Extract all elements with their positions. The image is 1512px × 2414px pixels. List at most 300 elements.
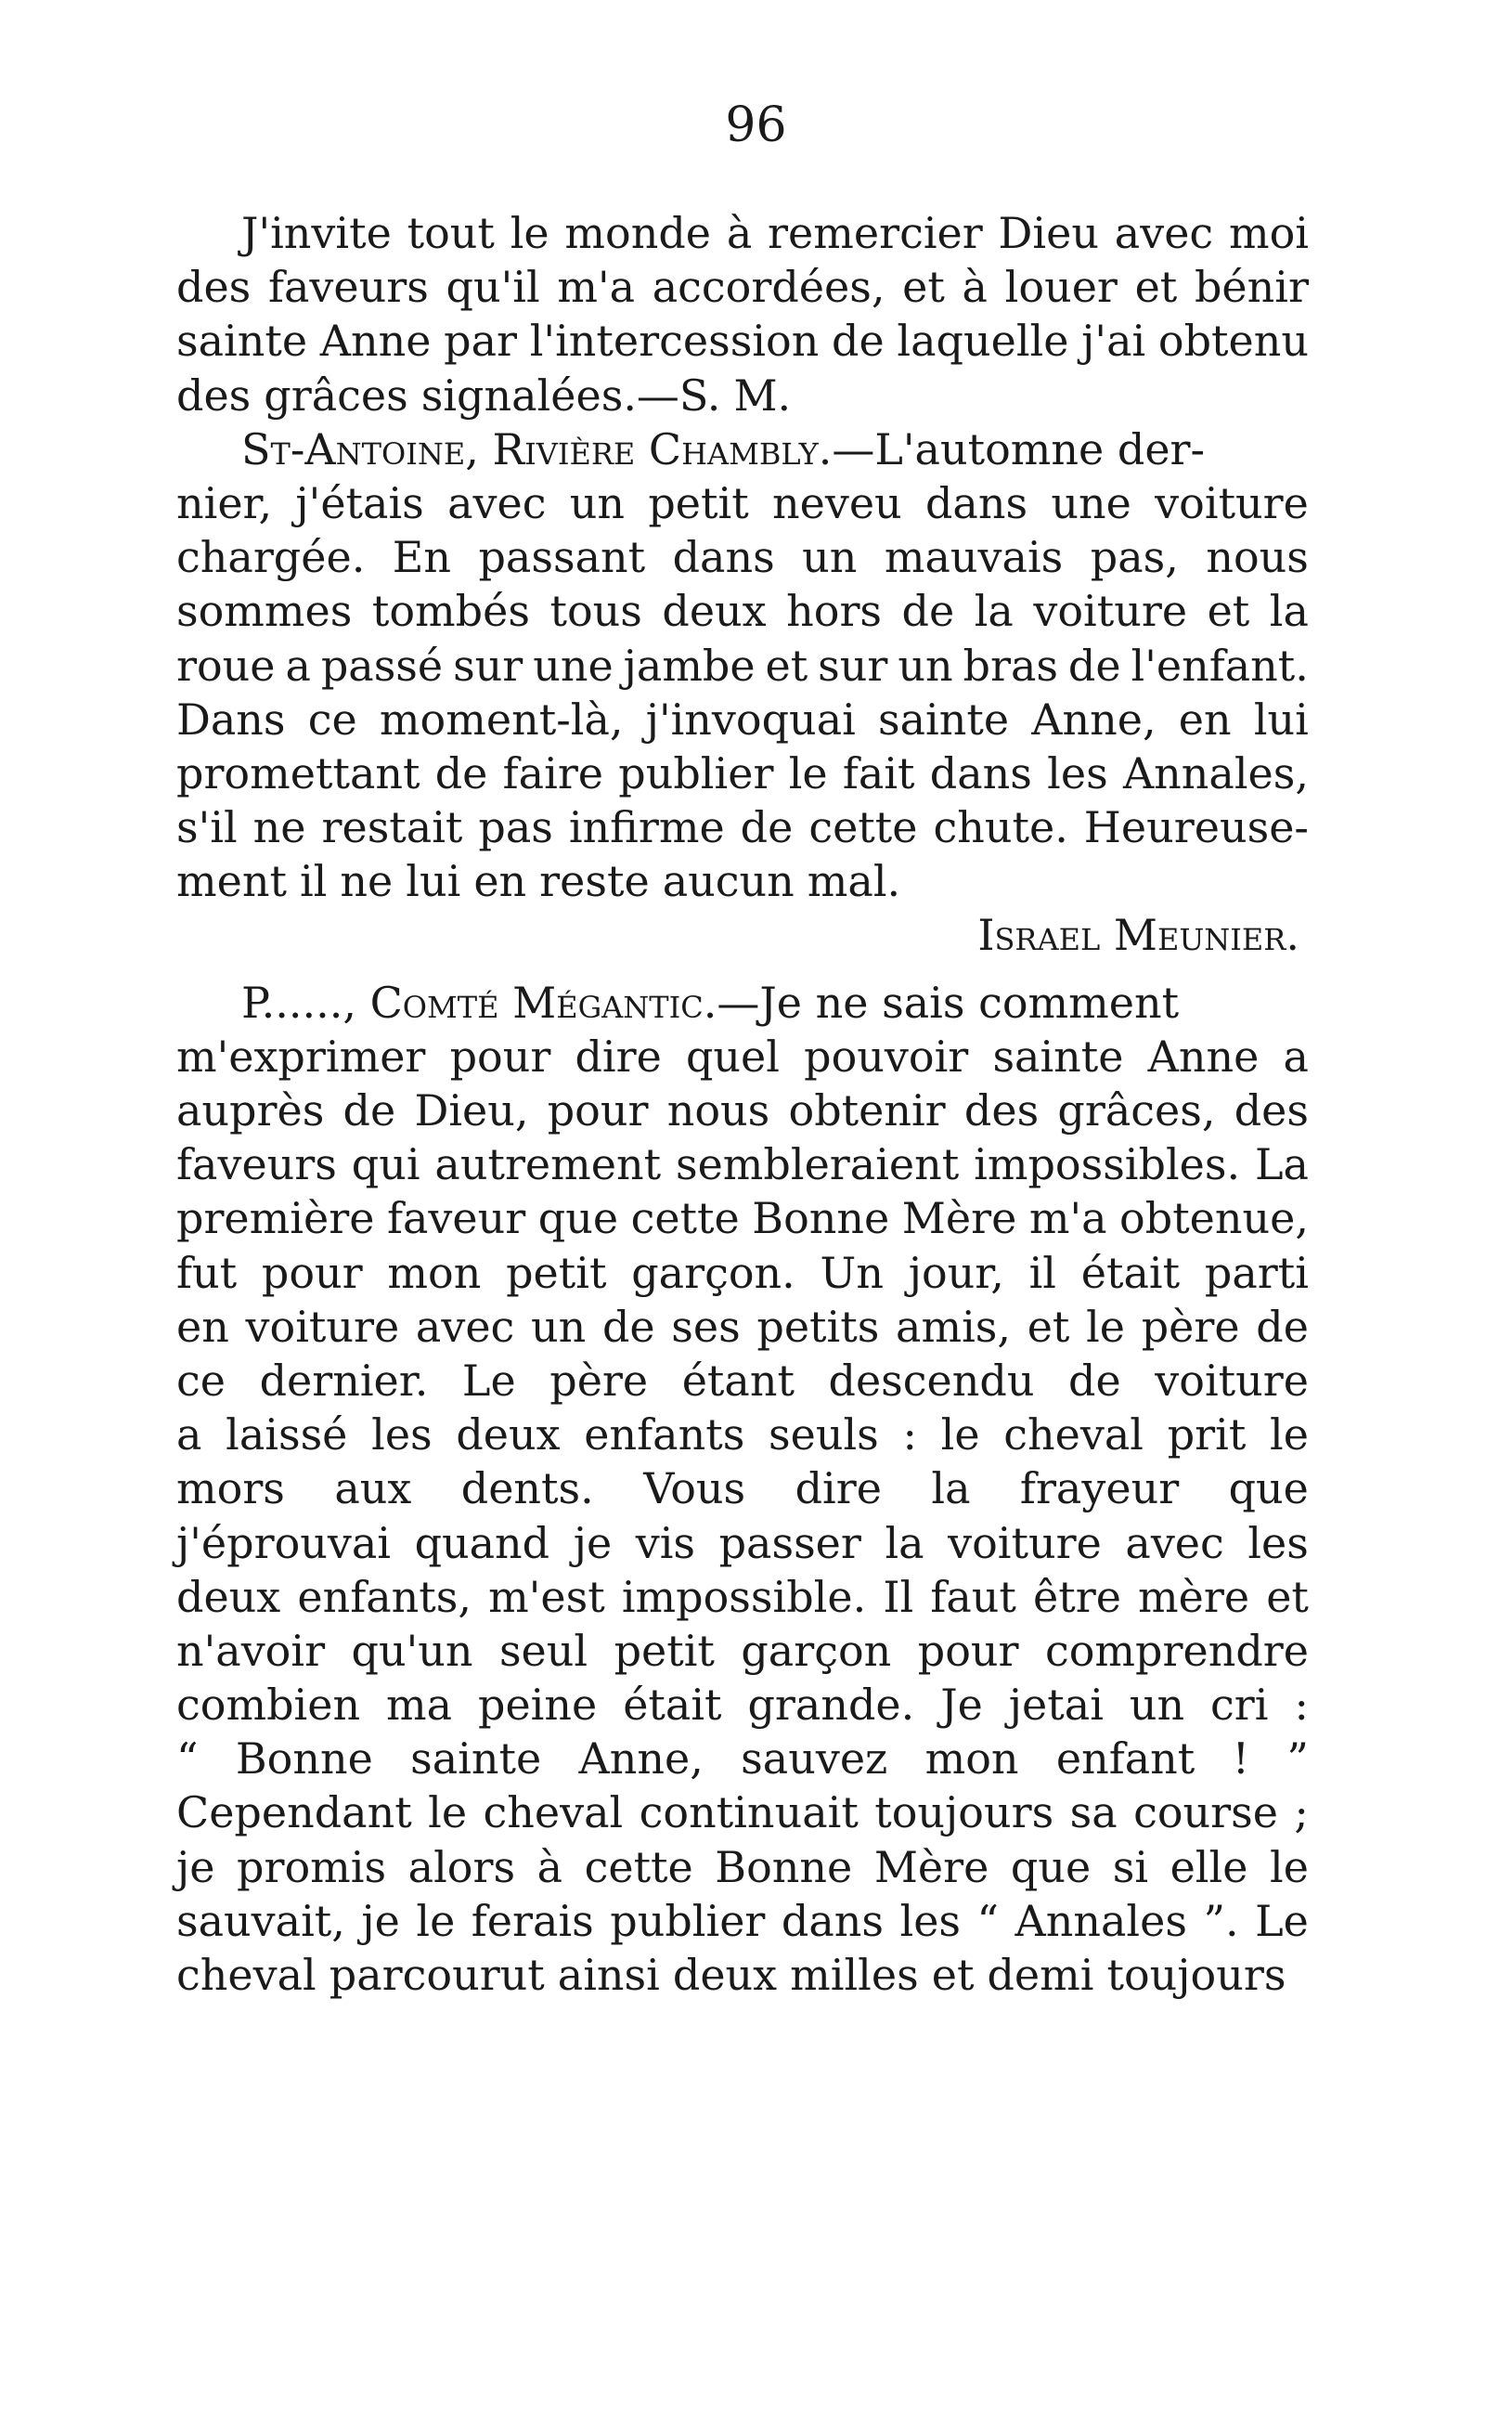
word: ” (1286, 1733, 1309, 1785)
word: louer (1004, 262, 1118, 313)
word: monde (564, 208, 712, 258)
text-line (176, 1354, 1309, 1408)
word: obtenu (1157, 316, 1309, 367)
word: moi (1228, 208, 1309, 258)
word: faveurs (176, 1139, 337, 1190)
word: descendu (828, 1355, 1035, 1406)
word: deux (672, 1950, 778, 2000)
word: nous (666, 1085, 770, 1136)
text-line (176, 1624, 1309, 1678)
word: : (902, 1409, 917, 1460)
word: laissé (226, 1409, 348, 1460)
word: Il (883, 1571, 914, 1622)
word: lui (406, 856, 461, 907)
word: Je (940, 1680, 983, 1731)
word: des (176, 262, 252, 313)
word: un (898, 640, 953, 691)
word: : (1294, 1680, 1309, 1731)
word: petit (648, 477, 749, 528)
word: dans (781, 1895, 884, 1946)
word: de (740, 802, 794, 853)
word: dernier. (259, 1355, 429, 1406)
word: dans (924, 477, 1028, 528)
word: pas, (1090, 532, 1179, 583)
word: voiture (1155, 1355, 1309, 1406)
word: autrement (434, 1139, 662, 1190)
word: cette (630, 1193, 740, 1244)
word: en (176, 1301, 229, 1352)
word: Dieu, (414, 1085, 529, 1136)
word: deux (456, 1409, 561, 1460)
word: ses (671, 1301, 741, 1352)
word: la (974, 586, 1014, 637)
text-line (176, 1084, 1309, 1137)
word: dents. (460, 1463, 594, 1514)
word: ma (386, 1680, 453, 1731)
word: enfants (584, 1409, 745, 1460)
word: voiture (1155, 477, 1309, 528)
word: course (1133, 1787, 1278, 1838)
word: et (931, 1950, 975, 2000)
word: la (1269, 586, 1309, 637)
word: mon (387, 1247, 482, 1298)
word: la (885, 1517, 924, 1568)
word: cheval (1003, 1409, 1144, 1460)
word: a (285, 640, 311, 691)
word: qu'il (446, 262, 540, 313)
word: seul (498, 1625, 588, 1676)
word: mon (924, 1733, 1019, 1785)
word: J'invite (241, 208, 392, 258)
text-line (176, 854, 1309, 908)
text-line (176, 976, 1309, 1030)
word: je (361, 1895, 400, 1946)
word: pouvoir (804, 1031, 969, 1082)
word: le (1270, 1409, 1309, 1460)
word: obtenue, (1119, 1193, 1309, 1244)
word: à (962, 262, 988, 313)
word: de (901, 586, 955, 637)
word: nous (1206, 532, 1309, 583)
text-line (176, 1785, 1309, 1839)
word: avec (447, 477, 547, 528)
word: prit (1167, 1409, 1247, 1460)
word: cheval (176, 1950, 317, 2000)
word: Anne (319, 316, 432, 367)
word: être (1033, 1571, 1121, 1622)
word: chute. (933, 802, 1068, 853)
word: passant (478, 532, 646, 583)
word: avec (415, 1301, 515, 1352)
word: chargée. (176, 532, 366, 583)
word: voiture (245, 1301, 400, 1352)
word: dans (929, 747, 1032, 798)
text-column (176, 206, 1309, 2002)
word: parcourut (329, 1950, 545, 2000)
word: cri (1210, 1680, 1269, 1731)
word: de (1067, 640, 1121, 691)
word: obtenir (788, 1085, 946, 1136)
word: de (832, 316, 885, 367)
word: enfants, (297, 1571, 472, 1622)
word: les (1247, 1517, 1309, 1568)
text-line (176, 422, 1309, 476)
word: faire (502, 747, 604, 798)
word: un (531, 1301, 587, 1352)
word: il (1028, 1247, 1057, 1298)
word: sainte (992, 1031, 1124, 1082)
text-line (176, 260, 1309, 314)
word: en (473, 856, 527, 907)
word: était (623, 1680, 722, 1731)
word: pas (478, 802, 553, 853)
text-line (176, 1948, 1309, 2002)
word: peine (478, 1680, 598, 1731)
text-line (176, 1570, 1309, 1624)
text-line (176, 530, 1309, 584)
word: sembleraient (675, 1139, 960, 1190)
word: petit (506, 1247, 607, 1298)
word: laquelle (897, 316, 1069, 367)
word: jetai (1008, 1680, 1104, 1731)
word: sauvez (741, 1733, 888, 1785)
word: sommes (176, 586, 353, 637)
word: bras (963, 640, 1058, 691)
word: l'enfant. (1131, 640, 1309, 691)
word: publier (618, 747, 774, 798)
word: j'ai (1081, 316, 1146, 367)
word: les (371, 1409, 433, 1460)
word: voiture (1033, 586, 1188, 637)
word: un (1129, 1680, 1185, 1731)
word: faut (930, 1571, 1016, 1622)
word: avec (1125, 1517, 1224, 1568)
word: m'a (557, 262, 636, 313)
word: garçon. (631, 1247, 795, 1298)
word: toujours (1106, 1950, 1286, 2000)
text-line (176, 1300, 1309, 1354)
text-line (176, 206, 1309, 260)
word: ne (252, 802, 306, 853)
word: le (428, 1787, 468, 1838)
word: aux (334, 1463, 412, 1514)
word: ! (1232, 1733, 1250, 1785)
word: alors (407, 1841, 516, 1892)
text-line (176, 746, 1309, 800)
word: de (434, 747, 488, 798)
word: que (537, 1193, 619, 1244)
word: milles (790, 1950, 919, 2000)
word: père (1141, 1301, 1240, 1352)
word: sauvait, (176, 1895, 345, 1946)
word: continuait (639, 1787, 859, 1838)
word: une (1051, 477, 1131, 528)
word: sa (1069, 1787, 1118, 1838)
page-number: 96 (725, 97, 787, 153)
word: m'a (1028, 1193, 1107, 1244)
word: pour (917, 1625, 1019, 1676)
word: combien (176, 1680, 361, 1731)
text-line (176, 584, 1309, 638)
word: toujours (874, 1787, 1054, 1838)
paragraph-thanksgiving (176, 206, 1309, 422)
word: Mère (901, 1193, 1017, 1244)
word: petits (756, 1301, 880, 1352)
word: un (569, 477, 626, 528)
word: cette (584, 1841, 693, 1892)
word: sainte (176, 316, 308, 367)
word: de (342, 1085, 396, 1136)
heading-group (241, 422, 1205, 476)
word: ce (176, 1355, 226, 1406)
word: passé (320, 640, 444, 691)
word: un (802, 532, 858, 583)
word: à (536, 1841, 563, 1892)
word: la (931, 1463, 971, 1514)
word: qu'un (351, 1625, 473, 1676)
word: Vous (643, 1463, 746, 1514)
word: j'étais (295, 477, 424, 528)
word: quand (414, 1517, 550, 1568)
word: et (902, 262, 945, 313)
word: Le (461, 1355, 516, 1406)
text-line (176, 1732, 1309, 1785)
word: une (533, 640, 614, 691)
text-line (176, 639, 1309, 693)
paragraph-st-antoine (176, 422, 1309, 963)
word: pour (261, 1247, 363, 1298)
text-line (176, 314, 1309, 368)
word: les (899, 1895, 962, 1946)
word: La (1255, 1139, 1309, 1190)
text-line (176, 476, 1309, 530)
word: je (176, 1841, 215, 1892)
word: sur (453, 640, 523, 691)
word: tous (549, 586, 642, 637)
word: quel (685, 1031, 780, 1082)
line-text: —L'automne der- (832, 423, 1206, 474)
word: m'exprimer (176, 1031, 426, 1082)
word: sur (818, 640, 888, 691)
word: et (1027, 1301, 1070, 1352)
word: le (416, 1895, 456, 1946)
word: sainte (878, 694, 1010, 745)
text-line (176, 1461, 1309, 1515)
word: le (1086, 1301, 1126, 1352)
word: ment (176, 856, 287, 907)
word: Heureuse- (1083, 802, 1309, 853)
word: que (1228, 1463, 1309, 1514)
word: signalées.—S. (420, 370, 721, 421)
word: lui (1253, 694, 1309, 745)
word: était (1080, 1247, 1181, 1298)
word: et (1134, 262, 1178, 313)
word: de (1256, 1301, 1309, 1352)
word: enfant (1055, 1733, 1195, 1785)
word: demi (987, 1950, 1094, 2000)
word: Mère (873, 1841, 989, 1892)
word: n'avoir (176, 1625, 326, 1676)
word: par (444, 316, 518, 367)
word: Bonne (235, 1733, 373, 1785)
word: et (765, 640, 808, 691)
word: elle (1170, 1841, 1248, 1892)
word: en (1178, 694, 1232, 745)
word: grande. (747, 1680, 915, 1731)
text-line (176, 1191, 1309, 1245)
word: comprendre (1044, 1625, 1309, 1676)
word: promettant (176, 747, 420, 798)
word: vis (635, 1517, 696, 1568)
word: seuls (769, 1409, 879, 1460)
word: deux (662, 586, 767, 637)
word: mal. (807, 856, 901, 907)
word: dire (795, 1463, 882, 1514)
word: de (1068, 1355, 1121, 1406)
word: que (1010, 1841, 1092, 1892)
word: parti (1204, 1247, 1309, 1298)
word: jour, (908, 1247, 1004, 1298)
word: qui (351, 1139, 420, 1190)
word: moment-là, (379, 694, 624, 745)
word: passer (718, 1517, 861, 1568)
text-line (176, 1137, 1309, 1191)
word: bénir (1194, 262, 1309, 313)
word: Bonne (752, 1193, 890, 1244)
word: ”. (1203, 1895, 1239, 1946)
word: jambe (623, 640, 756, 691)
word: deux (176, 1571, 281, 1622)
word: remercier (768, 208, 983, 258)
word: ferais (471, 1895, 594, 1946)
word: dire (575, 1031, 662, 1082)
word: voiture (948, 1517, 1102, 1568)
word: frayeur (1019, 1463, 1180, 1514)
word: a (1283, 1031, 1309, 1082)
word: Bonne (715, 1841, 853, 1892)
word: accordées, (652, 262, 885, 313)
word: Annales (1014, 1895, 1187, 1946)
text-line (176, 1516, 1309, 1570)
word: ce (307, 694, 357, 745)
word: père (549, 1355, 649, 1406)
word: des (963, 1085, 1040, 1136)
text-line (176, 800, 1309, 854)
word: “ (976, 1895, 1000, 1946)
word: “ (176, 1733, 199, 1785)
word: faveurs (267, 262, 429, 313)
word: le (510, 208, 549, 258)
word: le (1269, 1841, 1309, 1892)
word: hors (786, 586, 883, 637)
word: l'intercession (529, 316, 820, 367)
word: Annales, (1122, 747, 1309, 798)
word: petit (614, 1625, 715, 1676)
word: les (1047, 747, 1108, 798)
text-line (176, 1030, 1309, 1084)
word: Anne, (1031, 694, 1157, 745)
word: tout (407, 208, 495, 258)
signature: Israel Meunier. (977, 910, 1299, 961)
word: si (1112, 1841, 1149, 1892)
word: faveur (386, 1193, 526, 1244)
word: promis (237, 1841, 387, 1892)
word: impossibles. (974, 1139, 1241, 1190)
word: Dieu (998, 208, 1099, 258)
word: aucun (662, 856, 795, 907)
word: pour (449, 1031, 551, 1082)
word: avec (1114, 208, 1214, 258)
word: s'il (176, 802, 238, 853)
word: cette (808, 802, 918, 853)
word: restait (321, 802, 463, 853)
text-line (176, 1678, 1309, 1732)
word: de (601, 1301, 655, 1352)
word: neveu (772, 477, 902, 528)
word: reste (539, 856, 650, 907)
word: M. (733, 370, 792, 421)
line-text: —Je ne sais comment (717, 977, 1180, 1028)
word: m'est (488, 1571, 605, 1622)
text-line (176, 693, 1309, 746)
paragraph-megantic (176, 976, 1309, 2003)
word: cheval (483, 1787, 624, 1838)
text-line (176, 1408, 1309, 1461)
word: mors (176, 1463, 285, 1514)
word: grâces, (1057, 1085, 1216, 1136)
text-line (176, 1894, 1309, 1948)
word: roue (176, 640, 276, 691)
word: impossible. (621, 1571, 867, 1622)
word: fait (842, 747, 915, 798)
word: et (1207, 586, 1250, 637)
word: Anne, (578, 1733, 704, 1785)
text-line (176, 369, 1309, 422)
word: Un (820, 1247, 884, 1298)
word: infirme (568, 802, 725, 853)
word: sainte (410, 1733, 542, 1785)
word: à (726, 208, 753, 258)
word: fut (176, 1247, 238, 1298)
word: et (1266, 1571, 1309, 1622)
word: nier, (176, 477, 273, 528)
word: il (299, 856, 328, 907)
word: garçon (741, 1625, 892, 1676)
word: auprès (176, 1085, 325, 1136)
place-heading: St-Antoine, Rivière Chambly. (241, 423, 833, 474)
word: ; (1294, 1787, 1309, 1838)
word: j'éprouvai (176, 1517, 392, 1568)
heading-group (241, 976, 1179, 1030)
word: Le (1255, 1895, 1309, 1946)
place-heading: P......, Comté Mégantic. (241, 977, 717, 1028)
word: mère (1138, 1571, 1250, 1622)
word: En (392, 532, 452, 583)
word: j'invoquai (645, 694, 856, 745)
word: le (940, 1409, 980, 1460)
word: des (176, 370, 252, 421)
word: a (176, 1409, 202, 1460)
word: Cependant (176, 1787, 412, 1838)
word: mauvais (884, 532, 1064, 583)
word: dans (672, 532, 775, 583)
word: ainsi (557, 1950, 660, 2000)
word: pour (547, 1085, 649, 1136)
word: Dans (176, 694, 286, 745)
text-line (176, 1246, 1309, 1300)
word: tombés (371, 586, 530, 637)
word: le (788, 747, 828, 798)
